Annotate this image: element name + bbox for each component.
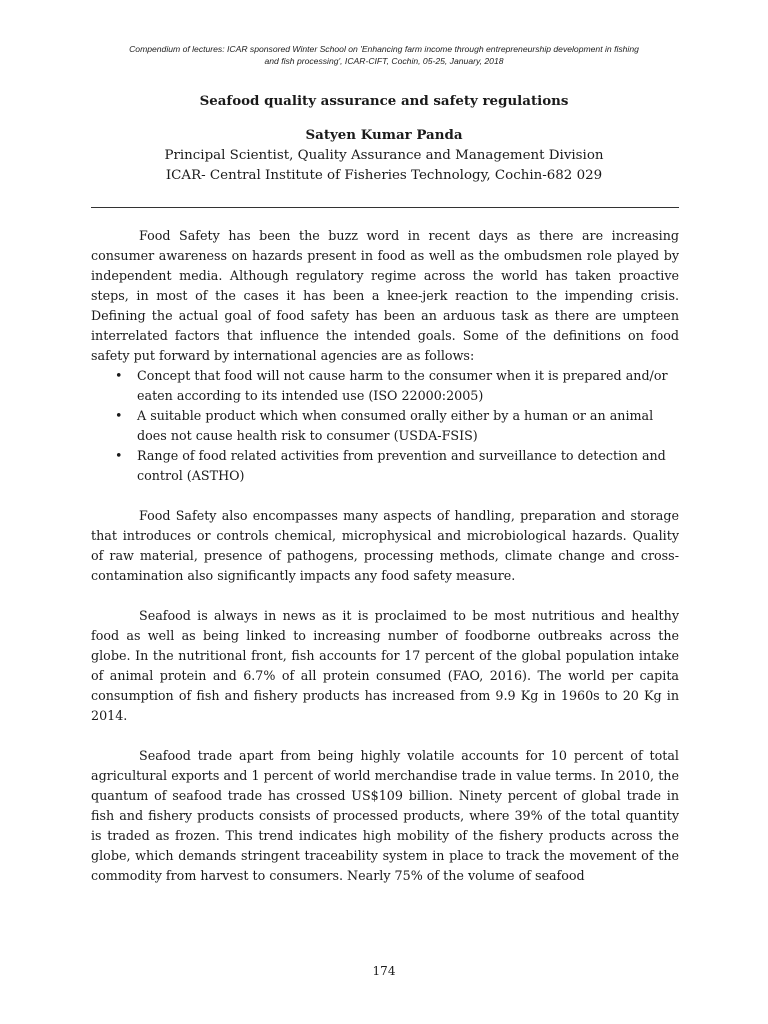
author-affiliation xyxy=(80,146,688,186)
list-item xyxy=(91,366,679,406)
bullet-icon: • xyxy=(115,368,123,383)
running-header-line-2: and fish processing', ICAR-CIFT, Cochin, 05-25, January, 2018 xyxy=(264,56,504,66)
paragraph-2: Food Safety also encompasses many aspects of handling, preparation and storage that introduces or controls chemical, microphysical and microbiological hazards. Quality of raw material, presence of pathogens, processing methods, climate change and cross-contamination also significantly impacts any food safety measure. xyxy=(91,508,679,583)
bullet-icon: • xyxy=(115,408,123,423)
article-body xyxy=(91,226,679,886)
running-header-line-1: Compendium of lectures: ICAR sponsored Winter School on 'Enhancing farm income through entrepreneurship development in fishing xyxy=(129,44,639,54)
header-divider xyxy=(91,207,679,208)
paragraph-1: Food Safety has been the buzz word in recent days as there are increasing consumer awareness on hazards present in food as well as the ombudsmen role played by independent media. Although regulatory regime across the world has taken proactive steps, in most of the cases it has been a knee-jerk reaction to the impending crisis. Defining the actual goal of food safety has been an arduous task as there are umpteen interrelated factors that influence the intended goals. Some of the definitions on food safety put forward by international agencies are as follows: xyxy=(91,228,679,363)
definitions-list xyxy=(91,366,679,486)
author-institute: ICAR- Central Institute of Fisheries Technology, Cochin-682 029 xyxy=(165,168,603,183)
list-item-text: A suitable product which when consumed orally either by a human or an animal does not cause health risk to consumer (USDA-FSIS) xyxy=(137,408,654,443)
list-item-text: Range of food related activities from prevention and surveillance to detection and control (ASTHO) xyxy=(137,448,666,483)
article-title: Seafood quality assurance and safety regulations xyxy=(199,93,569,109)
author-name: Satyen Kumar Panda xyxy=(305,127,463,143)
list-item-text: Concept that food will not cause harm to the consumer when it is prepared and/or eaten according to its intended use (ISO 22000:2005) xyxy=(137,368,668,403)
paragraph-3: Seafood is always in news as it is proclaimed to be most nutritious and healthy food as well as being linked to increasing number of foodborne outbreaks across the globe. In the nutritional front, fish accounts for 17 percent of the global population intake of animal protein and 6.7% of all protein consumed (FAO, 2016). The world per capita consumption of fish and fishery products has increased from 9.9 Kg in 1960s to 20 Kg in 2014. xyxy=(91,608,679,723)
author-position: Principal Scientist, Quality Assurance and Management Division xyxy=(164,148,604,163)
bullet-icon: • xyxy=(115,448,123,463)
page-number: 174 xyxy=(372,964,396,978)
running-header xyxy=(80,43,688,67)
list-item xyxy=(91,406,679,446)
list-item xyxy=(91,446,679,486)
paragraph-4: Seafood trade apart from being highly volatile accounts for 10 percent of total agricultural exports and 1 percent of world merchandise trade in value terms. In 2010, the quantum of seafood trade has crossed US$109 billion. Ninety percent of global trade in fish and fishery products consists of processed products, where 39% of the total quantity is traded as frozen. This trend indicates high mobility of the fishery products across the globe, which demands stringent traceability system in place to track the movement of the commodity from harvest to consumers. Nearly 75% of the volume of seafood xyxy=(91,748,679,883)
